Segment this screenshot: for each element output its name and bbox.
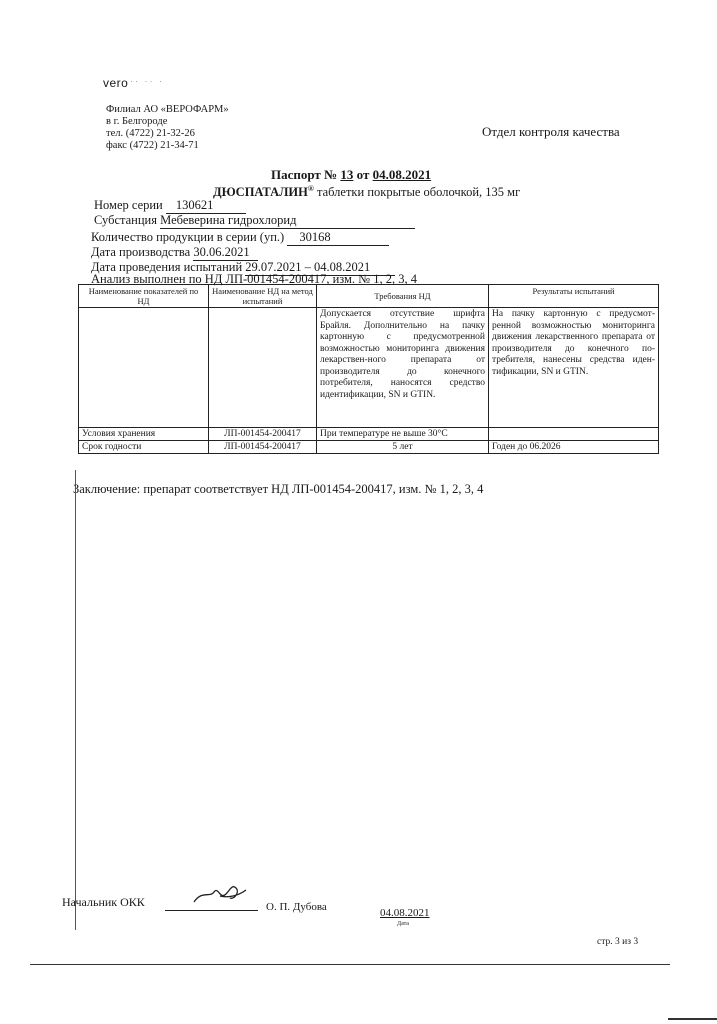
conclusion-text: Заключение: препарат соответствует НД ЛП-001454-200417, изм. № 1, 2, 3, 4 [73, 482, 484, 496]
table-row: Условия хранения ЛП-001454-200417 При температуре не выше 30°С [79, 428, 659, 441]
passport-date: 04.08.2021 [372, 167, 432, 182]
signer-role: Начальник ОКК [62, 895, 145, 909]
signer-name: О. П. Дубова [266, 901, 327, 913]
footer-line [30, 964, 670, 965]
field-analysis-nd: Анализ выполнен по НД ЛП-001454-200417, изм. № 1, 2, 3, 4 [91, 272, 417, 286]
company-fax: факс (4722) 21-34-71 [106, 140, 199, 151]
header-requirements: Требования НД [317, 285, 489, 308]
specification-table [78, 284, 659, 454]
signature-line [165, 910, 258, 911]
header-results: Результаты испытаний [489, 285, 659, 308]
logo-tail: ·· ·· · [130, 76, 164, 86]
field-test-dates: Дата проведения испытаний 29.07.2021 – 04.08.2021 [91, 260, 395, 276]
scan-edge-line [75, 470, 76, 930]
field-quantity: Количество продукции в серии (уп.) 30168 [91, 230, 389, 246]
result-text: На пачку картонную с предусмот-ренной возможностью мониторинга движения лекарственного препарата от производителя до конечного по-требителя, нанесены средства иден-тификации, SN и GTIN. [489, 308, 659, 428]
header-parameter: Наименование показателей по НД [79, 285, 209, 308]
page-number: стр. 3 из 3 [597, 937, 639, 947]
passport-title: Паспорт № 13 от 04.08.2021 [271, 167, 463, 183]
table-row [79, 308, 659, 428]
company-phone: тел. (4722) 21-32-26 [106, 128, 195, 139]
date-caption: Дата [397, 921, 409, 927]
passport-number: 13 [340, 167, 354, 182]
requirement-text: Допускается отсутствие шрифта Брайля. Дополнительно на пачку картонную с предусмотренной возможностью мониторинга движения лекарствен-ного препарата от производителя до конечного потребителя, наносятся средство идентификации, SN и GTIN. [317, 308, 489, 428]
field-batch: Номер серии 130621 [94, 198, 246, 214]
department-name: Отдел контроля качества [482, 124, 620, 139]
field-production-date: Дата производства 30.06.2021 [91, 245, 258, 261]
table-row: Срок годности ЛП-001454-200417 5 лет Годен до 06.2026 [79, 441, 659, 454]
handwritten-signature [190, 880, 250, 908]
field-substance: Субстанция Мебеверина гидрохлорид [94, 213, 415, 229]
company-header [106, 104, 229, 152]
row-shelf-life-label: Срок годности [79, 441, 209, 454]
signature-date: 04.08.2021 [380, 907, 430, 919]
product-title: ДЮСПАТАЛИН® таблетки покрытые оболочкой, 135 мг [213, 184, 521, 200]
company-city: в г. Белгороде [106, 116, 168, 127]
company-name: Филиал АО «ВЕРОФАРМ» [106, 104, 229, 115]
row-storage-label: Условия хранения [79, 428, 209, 441]
table-header-row [79, 285, 659, 308]
scan-corner-mark [668, 1018, 717, 1020]
header-method: Наименование НД на метод испытаний [209, 285, 317, 308]
company-logo: vero [103, 76, 129, 90]
